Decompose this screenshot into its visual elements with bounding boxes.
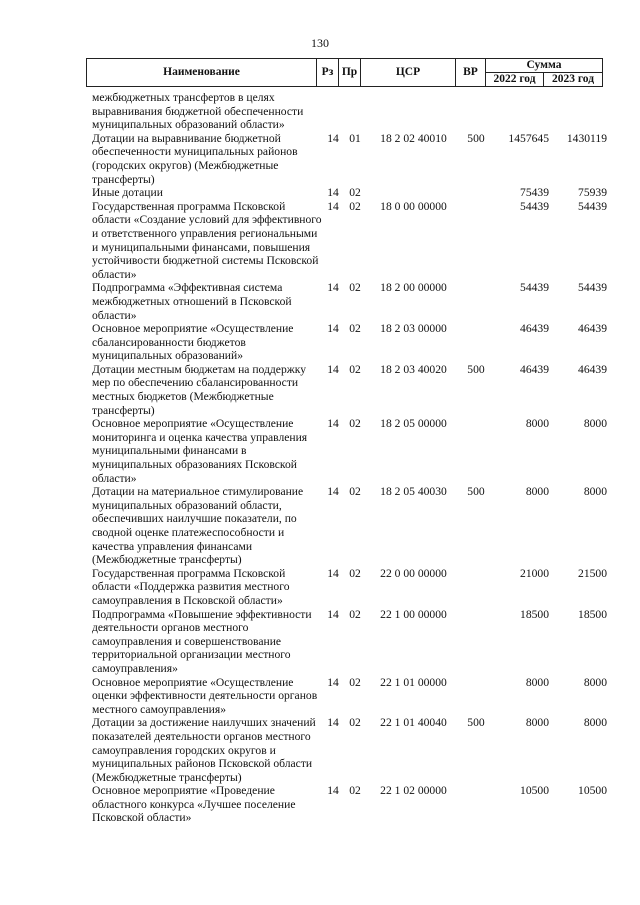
row-sum-2023: 75939 — [578, 186, 607, 200]
row-csr: 18 2 00 00000 — [380, 281, 447, 295]
row-sum-2023: 46439 — [578, 322, 607, 336]
row-name: Государственная программа Псковской области «Создание условий для эффективного и ответственного управления региональными и муниципальными финансами, повышения устойчивости бюджетной системы Псковской области» — [92, 199, 322, 281]
row-sum-2023: 18500 — [578, 607, 607, 621]
row-sum-2022: 18500 — [520, 607, 549, 621]
header-year-2023: 2023 год — [544, 73, 603, 87]
row-csr: 18 2 05 40030 — [380, 485, 447, 499]
row-rz: 14 — [327, 675, 339, 689]
row-rz: 14 — [327, 131, 339, 145]
table-body — [92, 91, 607, 825]
row-sum-2022: 46439 — [520, 362, 549, 376]
row-rz: 14 — [327, 566, 339, 580]
row-name: Дотации на выравнивание бюджетной обеспеченности муниципальных районов (городских округов) (Межбюджетные трансферты) — [92, 131, 298, 186]
row-sum-2023: 54439 — [578, 281, 607, 295]
table-row — [92, 186, 607, 200]
header-rz: Рз — [317, 59, 339, 87]
row-name: Основное мероприятие «Осуществление оценки эффективности деятельности органов местного самоуправления» — [92, 675, 318, 716]
row-rz: 14 — [327, 784, 339, 798]
table-row — [92, 91, 607, 132]
row-sum-2022: 54439 — [520, 281, 549, 295]
row-sum-2023: 8000 — [583, 716, 607, 730]
row-pr: 02 — [349, 675, 361, 689]
row-name: Основное мероприятие «Осуществление мониторинга и оценка качества управления муниципальными финансами в муниципальных образованиях Псковской области» — [92, 417, 308, 485]
row-csr: 18 2 03 40020 — [380, 362, 447, 376]
row-csr: 22 1 02 00000 — [380, 784, 447, 798]
row-sum-2022: 8000 — [525, 675, 549, 689]
row-rz: 14 — [327, 485, 339, 499]
row-sum-2023: 1430119 — [566, 131, 607, 145]
row-name: Государственная программа Псковской области «Поддержка развития местного самоуправления в Псковской области» — [92, 566, 290, 607]
row-pr: 02 — [349, 784, 361, 798]
row-csr: 22 1 00 00000 — [380, 607, 447, 621]
row-csr: 18 0 00 00000 — [380, 199, 447, 213]
row-pr: 02 — [349, 186, 361, 200]
table-row — [92, 608, 607, 676]
row-csr: 22 0 00 00000 — [380, 566, 447, 580]
row-sum-2023: 8000 — [583, 485, 607, 499]
row-sum-2023: 10500 — [578, 784, 607, 798]
row-sum-2023: 46439 — [578, 362, 607, 376]
row-name: Основное мероприятие «Проведение областного конкурса «Лучшее поселение Псковской области» — [92, 784, 296, 825]
row-vr: 500 — [467, 362, 485, 376]
header-sum: Сумма — [486, 59, 603, 73]
page-number: 130 — [311, 36, 329, 50]
row-name: Основное мероприятие «Осуществление сбалансированности бюджетов муниципальных образований» — [92, 322, 294, 363]
table-row — [92, 200, 607, 282]
table-header — [86, 58, 602, 87]
table-row — [92, 567, 607, 608]
row-csr: 18 2 02 40010 — [380, 131, 447, 145]
table-row — [92, 784, 607, 825]
row-rz: 14 — [327, 417, 339, 431]
row-rz: 14 — [327, 199, 339, 213]
row-rz: 14 — [327, 281, 339, 295]
row-vr: 500 — [467, 485, 485, 499]
header-year-2022: 2022 год — [486, 73, 544, 87]
row-vr: 500 — [467, 131, 485, 145]
table-row — [92, 676, 607, 717]
header-csr: ЦСР — [361, 59, 456, 87]
row-name: Подпрограмма «Повышение эффективности деятельности органов местного самоуправления и совершенствование территориальной организации местного самоуправления» — [92, 607, 312, 675]
row-name: межбюджетных трансфертов в целях выравнивания бюджетной обеспеченности муниципальных образований области» — [92, 91, 304, 132]
row-pr: 02 — [349, 716, 361, 730]
row-sum-2022: 54439 — [520, 199, 549, 213]
row-pr: 02 — [349, 417, 361, 431]
header-name: Наименование — [87, 59, 317, 87]
row-sum-2023: 8000 — [583, 675, 607, 689]
table-row — [92, 322, 607, 363]
row-pr: 02 — [349, 485, 361, 499]
row-name: Подпрограмма «Эффективная система межбюджетных отношений в Псковской области» — [92, 281, 292, 322]
row-sum-2022: 21000 — [520, 566, 549, 580]
row-pr: 02 — [349, 566, 361, 580]
row-csr: 22 1 01 00000 — [380, 675, 447, 689]
row-pr: 02 — [349, 199, 361, 213]
row-sum-2022: 1457645 — [508, 131, 549, 145]
row-vr: 500 — [467, 716, 485, 730]
row-sum-2022: 8000 — [525, 485, 549, 499]
row-csr: 22 1 01 40040 — [380, 716, 447, 730]
row-name: Дотации местным бюджетам на поддержку мер по обеспечению сбалансированности местных бюджетов (Межбюджетные трансферты) — [92, 362, 307, 417]
row-pr: 02 — [349, 607, 361, 621]
row-name: Дотации за достижение наилучших значений показателей деятельности органов местного самоуправления городских округов и муниципальных районов Псковской области (Межбюджетные трансферты) — [92, 716, 316, 784]
row-pr: 02 — [349, 362, 361, 376]
row-sum-2023: 54439 — [578, 199, 607, 213]
row-name: Дотации на материальное стимулирование муниципальных образований области, обеспечивших наилучшие показатели, по сводной оценке платежеспособности и качества управления финансами (Межбюджетные трансферты) — [92, 485, 304, 567]
table-row — [92, 716, 607, 784]
row-sum-2022: 10500 — [520, 784, 549, 798]
table-row — [92, 132, 607, 186]
table-row — [92, 281, 607, 322]
row-rz: 14 — [327, 716, 339, 730]
row-name: Иные дотации — [92, 186, 163, 200]
table-row — [92, 417, 607, 485]
row-sum-2022: 75439 — [520, 186, 549, 200]
header-pr: Пр — [339, 59, 361, 87]
header-vr: ВР — [456, 59, 486, 87]
row-csr: 18 2 03 00000 — [380, 322, 447, 336]
row-rz: 14 — [327, 607, 339, 621]
row-sum-2022: 46439 — [520, 322, 549, 336]
row-sum-2023: 21500 — [578, 566, 607, 580]
row-rz: 14 — [327, 322, 339, 336]
row-pr: 01 — [349, 131, 361, 145]
row-pr: 02 — [349, 281, 361, 295]
row-sum-2022: 8000 — [525, 417, 549, 431]
row-rz: 14 — [327, 362, 339, 376]
row-rz: 14 — [327, 186, 339, 200]
row-sum-2022: 8000 — [525, 716, 549, 730]
table-row — [92, 485, 607, 567]
row-sum-2023: 8000 — [583, 417, 607, 431]
row-pr: 02 — [349, 322, 361, 336]
table-row — [92, 363, 607, 417]
row-csr: 18 2 05 00000 — [380, 417, 447, 431]
